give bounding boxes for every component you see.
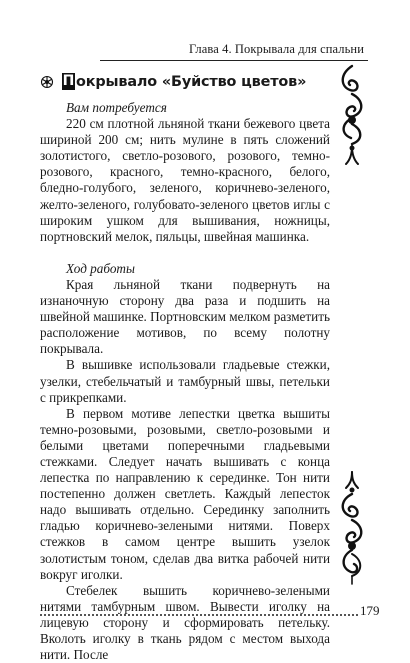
materials-heading: Вам потребуется: [66, 100, 167, 115]
materials-paragraph: 220 см плотной льняной ткани бежевого цвета шириной 200 см; нить мулине в пять сложений золотистого, светло-розового, розового, темно-розового, красного, темно-красного, белого, бледно-голубого, зеленого, коричнево-зеленого, желто-зеленого, голубовато-зеленого цветов иглы с широким ушком для вышивания, ножницы, портновский мелок, пяльцы, швейная машинка.: [40, 116, 330, 244]
footer-dotted-rule: [40, 614, 358, 616]
running-header: Глава 4. Покрывала для спальни: [189, 42, 364, 56]
body-text: [40, 100, 330, 663]
swirl-ornament-icon: [336, 64, 368, 168]
procedure-paragraph: Края льняной ткани подвернуть на изнаночную сторону два раза и подшить на швейной машинке. Портновским мелком разметить расположение мотивов, по всему полотну покрывала.: [40, 276, 330, 357]
page-number: 179: [360, 603, 380, 618]
snowflake-ornament-icon: [40, 75, 54, 89]
procedure-paragraph: В вышивке использовали гладьевые стежки, узелки, стебельчатый и тамбурный швы, петельки с прикрепками.: [40, 357, 330, 405]
swirl-ornament-icon: [336, 470, 368, 586]
procedure-heading: Ход работы: [66, 260, 135, 276]
section-title: [40, 73, 330, 90]
header-rule: [100, 60, 368, 61]
procedure-paragraph: В первом мотиве лепестки цветка вышиты темно-розовыми, розовыми, светло-розовыми и белыми цветами поперечными гладьевыми стежками. Следует начать вышивать с конца лепестка по направлению к серединке. Тон нити постепенно должен светлеть. Каждый лепесток надо вышивать отдельно. Серединку заполнить гладью коричнево-зелеными нитями. Поверх стежков в самом центре вышить узелок золотистым тоном, сделав два витка рабочей нити вокруг иголки.: [40, 405, 330, 582]
title-initial: П: [62, 73, 75, 89]
title-text: окрывало «Буйство цветов»: [76, 73, 307, 90]
procedure-paragraph: Стебелек вышить коричнево-зелеными нитями тамбурным швом. Вывести иголку на лицевую сторону и сформировать петельку. Вколоть иголку в ткань рядом с местом выхода нити. После: [40, 582, 330, 663]
